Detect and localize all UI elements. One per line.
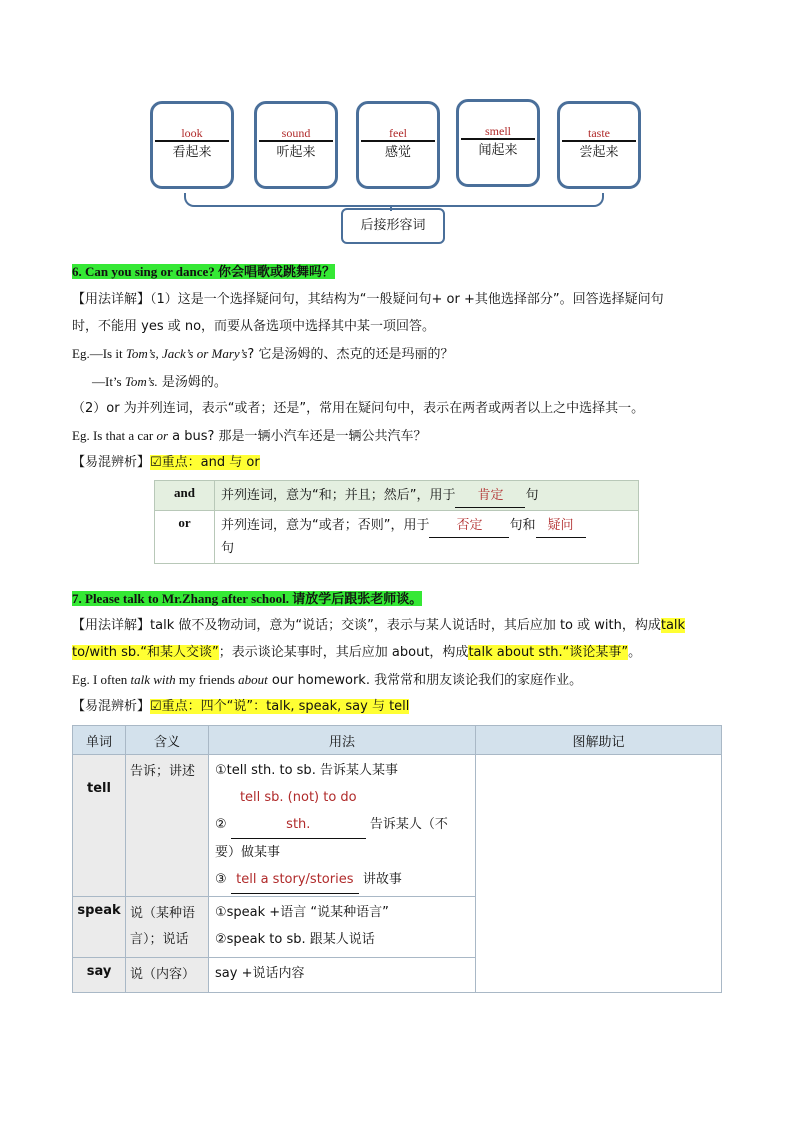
usage-cell: ①speak +语言 “说某种语言” ②speak to sb. 跟某人说话 — [209, 897, 476, 958]
blank-line — [155, 140, 229, 142]
confuse-tag: 【易混辨析】 — [72, 455, 151, 470]
verb-box-sound — [254, 101, 338, 189]
blank-line — [361, 140, 435, 142]
verb-box-look — [150, 101, 234, 189]
section6-confuse-heading: 【易混辨析】☑重点：and 与 or — [72, 455, 260, 470]
usage-tag: 【用法详解】 — [72, 618, 151, 633]
verb-meaning: 闻起来 — [478, 143, 518, 158]
verb-word: sound — [281, 126, 311, 140]
column-header: 单词 — [73, 726, 126, 755]
word-cell: and — [155, 481, 215, 511]
answer-blank: tell sb. (not) to do sth. — [231, 784, 366, 839]
answer-blank: 肯定 — [455, 485, 525, 508]
verb-word: look — [181, 126, 203, 140]
word-cell: or — [155, 511, 215, 564]
verb-box-smell — [456, 99, 540, 187]
section6-example-2: —It’s Tom’s. 是汤姆的。 — [92, 374, 227, 390]
verb-box-feel — [356, 101, 440, 189]
section7-example: Eg. I often talk with my friends about our homework. 我常常和朋友谈论我们的家庭作业。 — [72, 672, 583, 688]
verb-word: feel — [389, 126, 407, 140]
section7-confuse-heading: 【易混辨析】☑重点：四个“说”：talk, speak, say 与 tell — [72, 699, 410, 714]
table-header-row — [73, 726, 722, 755]
confuse-tag: 【易混辨析】 — [72, 699, 151, 714]
verb-meaning: 尝起来 — [579, 145, 619, 160]
section7-usage-p1: 【用法详解】talk 做不及物动词，意为“说话；交谈”，表示与某人说话时，其后应加 to 或 with，构成talk — [72, 618, 686, 633]
verb-meaning: 听起来 — [276, 145, 316, 160]
mnemonic-cell — [476, 755, 722, 993]
answer-blank: 疑问 — [536, 515, 586, 538]
section6-title: 6. Can you sing or dance? 你会唱歌或跳舞吗？ — [72, 264, 336, 279]
word-cell: tell — [73, 755, 126, 897]
column-header: 含义 — [126, 726, 209, 755]
section6-usage-p1: 【用法详解】（1）这是一个选择疑问句，其结构为“一般疑问句+ or +其他选择部分”。回答选择疑问句 — [72, 292, 664, 307]
table-row — [155, 481, 639, 511]
meaning-cell: 说（内容） — [126, 958, 209, 993]
brace-connector — [184, 193, 604, 207]
word-cell: speak — [73, 897, 126, 958]
after-adjective-box: 后接形容词 — [341, 208, 445, 244]
answer-blank: 否定 — [429, 515, 509, 538]
section7-title: 7. Please talk to Mr.Zhang after school. 请放学后跟张老师谈。 — [72, 591, 423, 606]
meaning-cell: 说（某种语言）；说话 — [126, 897, 209, 958]
section6-example-1: Eg.—Is it Tom’s, Jack’s or Mary’s? 它是汤姆的、杰克的还是玛丽的？ — [72, 346, 454, 362]
verb-word: smell — [485, 124, 511, 138]
verb-meaning: 感觉 — [384, 145, 411, 160]
verb-meaning: 看起来 — [172, 145, 212, 160]
section6-usage-p2: （2）or 为并列连词，表示“或者；还是”，常用在疑问句中，表示在两者或两者以上之中选择其一。 — [72, 401, 645, 416]
blank-line — [259, 140, 333, 142]
column-header: 图解助记 — [476, 726, 722, 755]
word-cell: say — [73, 958, 126, 993]
section6-example-3: Eg. Is that a car or a bus? 那是一辆小汽车还是一辆公共汽车？ — [72, 428, 427, 444]
table-row — [155, 511, 639, 564]
usage-cell: ①tell sth. to sb. 告诉某人某事 ② tell sb. (not) to do sth. 告诉某人（不 要）做某事 ③ tell a story/stories 讲故事 — [209, 755, 476, 897]
verb-box-taste — [557, 101, 641, 189]
usage-cell: say +说话内容 — [209, 958, 476, 993]
verb-word: taste — [588, 126, 610, 140]
usage-tag: 【用法详解】 — [72, 292, 151, 307]
meaning-cell: 告诉；讲述 — [126, 755, 209, 897]
table-row — [73, 755, 722, 897]
speak-verbs-table — [72, 725, 722, 993]
blank-line — [461, 138, 535, 140]
usage-cell: 并列连词，意为“或者；否则”，用于 否定 句和 疑问 句 — [215, 511, 639, 564]
section6-usage-p1b: 时，不能用 yes 或 no，而要从备选项中选择其中某一项回答。 — [72, 319, 436, 334]
and-or-table — [154, 480, 639, 564]
answer-blank: tell a story/stories — [231, 866, 359, 894]
column-header: 用法 — [209, 726, 476, 755]
section7-usage-p1b: to/with sb.“和某人交谈”；表示谈论某事时，其后应加 about，构成talk about sth.“谈论某事”。 — [72, 645, 642, 660]
blank-line — [562, 140, 636, 142]
usage-cell: 并列连词，意为“和；并且；然后”，用于 肯定 句 — [215, 481, 639, 511]
